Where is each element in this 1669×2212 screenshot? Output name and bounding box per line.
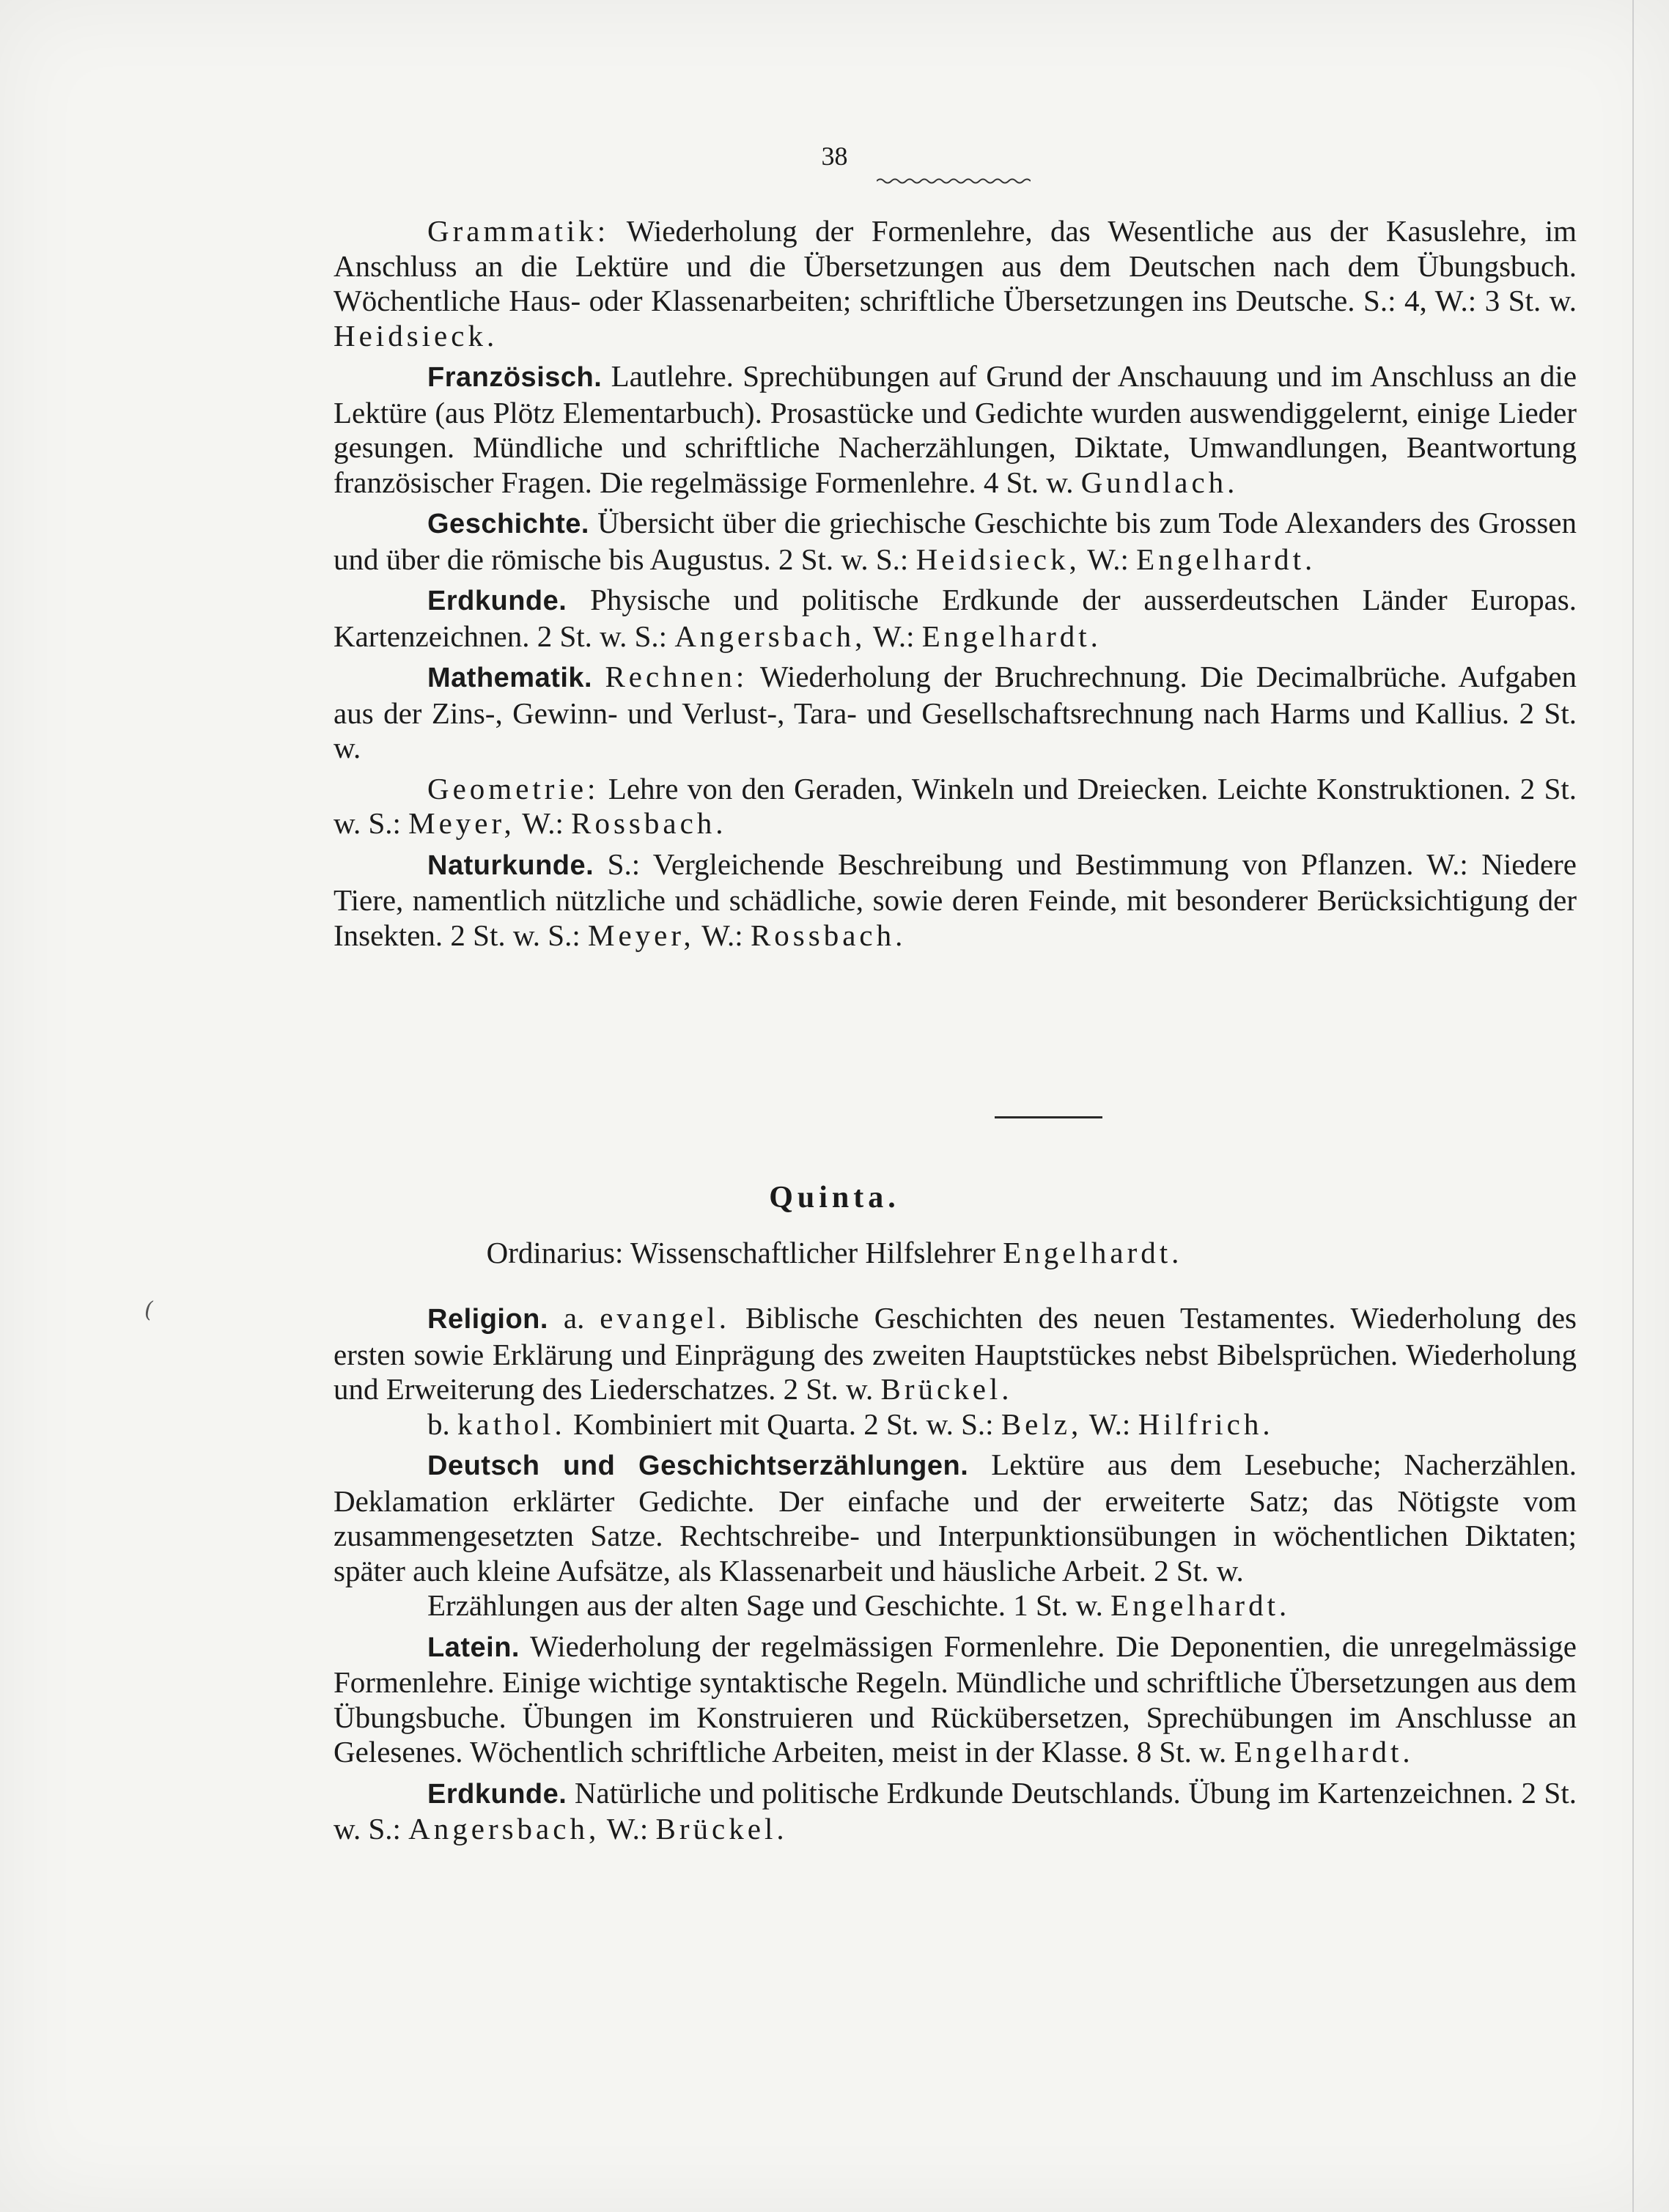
page-number-ornament xyxy=(877,176,1031,186)
page-number: 38 xyxy=(821,141,848,171)
naturkunde-teacher-w: Rossbach. xyxy=(750,918,907,952)
deutsch-teacher: Engelhardt. xyxy=(1110,1588,1291,1622)
margin-pencil-mark: ( xyxy=(144,1297,153,1323)
grammatik-paragraph xyxy=(334,214,1577,353)
rechnen-text: Wiederholung der Bruchrechnung. Die Decimalbrüche. Aufgaben aus der Zins-, Gewinn- und Verlust-, Tara- und Gesellschaftsrechnung nach Harms und Kallius. 2 St. w. xyxy=(334,660,1577,764)
mathematik-teacher-s: Meyer, xyxy=(408,806,515,840)
ordinarius-line xyxy=(0,1235,1669,1270)
franzoesisch-text: Lautlehre. Sprechübungen auf Grund der Anschauung und im Anschluss an die Lektüre (aus Plötz Elementarbuch). Prosastücke und Gedichte wurden auswendiggelernt, einige Lieder gesungen. Mündliche und schriftliche Nacherzählungen, Diktate, Umwandlungen, Beantwortung französischer Fragen. Die regelmässige Formenlehre. 4 St. w. xyxy=(334,359,1577,499)
religion-b-text: Kombiniert mit Quarta. 2 St. w. S.: xyxy=(572,1407,994,1441)
deutsch-sub-text: Erzählungen aus der alten Sage und Geschichte. 1 St. w. xyxy=(427,1588,1103,1622)
religion-a-denomination: evangel. xyxy=(600,1301,731,1335)
erdkunde-quarta-teacher-s: Angersbach, xyxy=(674,619,866,653)
ordinarius-label: Ordinarius: Wissenschaftlicher Hilfslehrer xyxy=(486,1236,995,1269)
franzoesisch-paragraph xyxy=(334,359,1577,500)
naturkunde-paragraph xyxy=(334,847,1577,954)
latein-text: Wiederholung der regelmässigen Formenlehre. Die Deponentien, die unregelmässige Formenlehre. Einige wichtige syntaktische Regeln. Mündliche und schriftliche Übersetzungen aus dem Übungsbuche. Übungen im Konstruieren und Rückübersetzen, Sprechübungen im Anschlusse an Gelesenes. Wöchentlich schriftliche Arbeiten, meist in der Klasse. 8 St. w. xyxy=(334,1629,1577,1769)
latein-paragraph xyxy=(334,1629,1577,1770)
latein-heading: Latein. xyxy=(427,1632,520,1663)
ordinarius-name: Engelhardt. xyxy=(1003,1236,1183,1269)
erdkunde-quarta-text: Physische und politische Erdkunde der ausserdeutschen Länder Europas. Kartenzeichnen. 2 St. w. S.: xyxy=(334,583,1577,653)
mathematik-paragraph xyxy=(334,660,1577,766)
religion-b-label: b. xyxy=(427,1407,450,1441)
mathematik-w-label: W.: xyxy=(522,806,564,840)
religion-heading: Religion. xyxy=(427,1304,548,1335)
erdkunde-quarta-w-label: W.: xyxy=(872,619,915,653)
erdkunde-quarta-heading: Erdkunde. xyxy=(427,586,567,616)
erdkunde-quinta-text: Natürliche und politische Erdkunde Deutschlands. Übung im Kartenzeichnen. 2 St. w. S.: xyxy=(334,1775,1577,1846)
grammatik-text: Wiederholung der Formenlehre, das Wesentliche aus der Kasuslehre, im Anschluss an die Lektüre und die Übersetzungen aus dem Deutschen nach dem Übungsbuch. Wöchentliche Haus- oder Klassenarbeiten; schriftliche Übersetzungen ins Deutsche. S.: 4, W.: 3 St. w. xyxy=(334,214,1577,317)
religion-a-label: a. xyxy=(563,1301,585,1335)
geschichte-teacher-s: Heidsieck, xyxy=(915,542,1080,576)
mathematik-teacher-w: Rossbach. xyxy=(571,806,727,840)
franzoesisch-teacher: Gundlach. xyxy=(1080,465,1239,499)
religion-b-teacher-s: Belz, xyxy=(1001,1407,1083,1441)
naturkunde-teacher-s: Meyer, xyxy=(587,918,695,952)
naturkunde-text: S.: Vergleichende Beschreibung und Bestimmung von Pflanzen. W.: Niedere Tiere, namentlich nützliche und schädliche, sowie deren Feinde, mit besonderer Berücksichtigung der Insekten. 2 St. w. S.: xyxy=(334,847,1577,952)
geschichte-paragraph xyxy=(334,506,1577,577)
deutsch-sub-paragraph xyxy=(334,1588,1577,1623)
religion-a-teacher: Brückel. xyxy=(880,1372,1013,1406)
naturkunde-heading: Naturkunde. xyxy=(427,849,594,881)
geschichte-w-label: W.: xyxy=(1087,542,1129,576)
geschichte-text: Übersicht über die griechische Geschichte bis zum Tode Alexanders des Grossen und über die römische bis Augustus. 2 St. w. S.: xyxy=(334,506,1577,576)
section-divider xyxy=(995,1116,1102,1118)
geschichte-teacher-w: Engelhardt. xyxy=(1136,542,1316,576)
latein-teacher: Engelhardt. xyxy=(1234,1735,1414,1769)
erdkunde-quarta-paragraph xyxy=(334,583,1577,654)
quarta-continued-section xyxy=(334,214,1577,953)
erdkunde-quinta-teacher-s: Angersbach, xyxy=(408,1812,600,1846)
naturkunde-w-label: W.: xyxy=(701,918,743,952)
erdkunde-quinta-paragraph xyxy=(334,1776,1577,1847)
deutsch-paragraph xyxy=(334,1448,1577,1588)
geschichte-heading: Geschichte. xyxy=(427,509,589,539)
quinta-section xyxy=(334,1301,1577,1847)
erdkunde-quinta-teacher-w: Brückel. xyxy=(655,1812,788,1846)
deutsch-text: Lektüre aus dem Lesebuche; Nacherzählen. Deklamation erklärter Gedichte. Der einfache und der erweiterte Satz; das Nötigste vom zusammengesetzten Satze. Rechtschreibe- und Interpunktionsübungen in wöchentlichen Diktaten; später auch kleine Aufsätze, als Klassenarbeit und häusliche Arbeit. 2 St. w. xyxy=(334,1448,1577,1588)
geometrie-label: Geometrie: xyxy=(427,771,600,805)
erdkunde-quarta-teacher-w: Engelhardt. xyxy=(921,619,1102,653)
page-edge-line xyxy=(1632,0,1634,2212)
religion-paragraph xyxy=(334,1301,1577,1407)
religion-b-denomination: kathol. xyxy=(457,1407,566,1441)
rechnen-label: Rechnen: xyxy=(605,660,748,693)
geometrie-paragraph xyxy=(334,772,1577,841)
deutsch-heading: Deutsch und Geschichtserzählungen. xyxy=(427,1450,969,1481)
erdkunde-quinta-w-label: W.: xyxy=(606,1812,649,1846)
geometrie-text: Lehre von den Geraden, Winkeln und Dreiecken. Leichte Konstruktionen. 2 St. w. S.: xyxy=(334,771,1577,840)
religion-b-w-label: W.: xyxy=(1088,1407,1131,1441)
quinta-title: Quinta. xyxy=(769,1181,900,1214)
franzoesisch-heading: Französisch. xyxy=(427,362,603,393)
grammatik-label: Grammatik: xyxy=(427,214,610,248)
erdkunde-quinta-heading: Erdkunde. xyxy=(427,1778,567,1810)
religion-b-paragraph xyxy=(334,1407,1577,1442)
mathematik-heading: Mathematik. xyxy=(427,663,593,693)
grammatik-teacher: Heidsieck. xyxy=(334,318,498,353)
religion-a-text: Biblische Geschichten des neuen Testamentes. Wiederholung des ersten sowie Erklärung und Einprägung des zweiten Hauptstückes nebst Bibelsprüchen. Wiederholung und Erweiterung des Liederschatzes. 2 St. w. xyxy=(334,1301,1577,1406)
religion-b-teacher-w: Hilfrich. xyxy=(1138,1407,1274,1441)
